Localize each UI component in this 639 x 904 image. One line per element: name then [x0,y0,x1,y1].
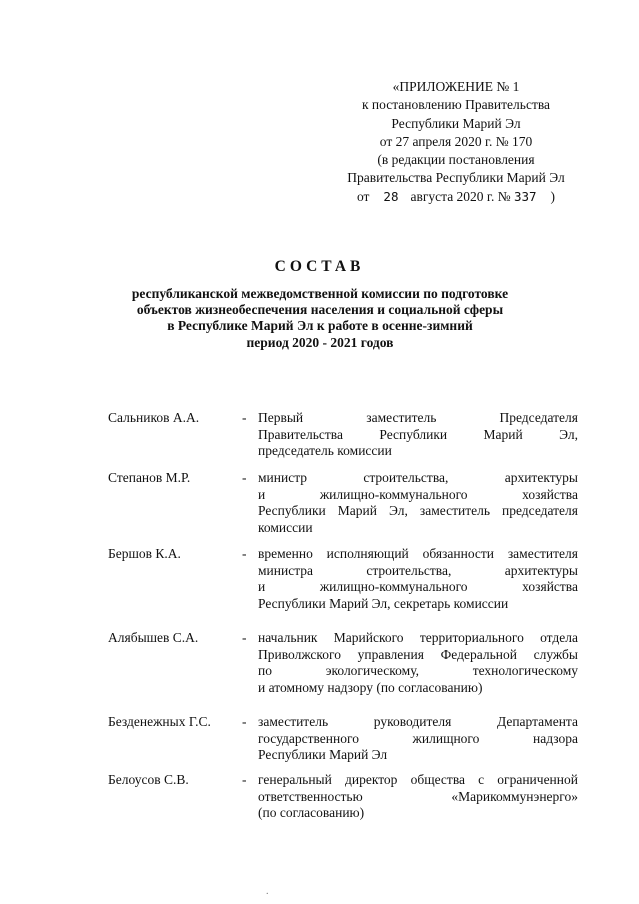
member-position [258,630,578,696]
appendix-line: (в редакции постановления [377,152,535,168]
date-suffix: ) [550,188,556,204]
subtitle-line: республиканской межведомственной комиссии по подготовке [131,286,509,301]
appendix-line: «ПРИЛОЖЕНИЕ № 1 [392,79,520,94]
position-line: генеральный директор общества с ограниченной [258,772,578,787]
member-name: Алябышев С.А. [108,630,199,645]
dash-separator: - [242,410,247,425]
appendix-date-line [320,188,592,206]
position-line: по экологическому, технологическому [258,663,578,678]
position-line: министра строительства, архитектуры [258,562,578,578]
position-line: государственного жилищного надзора [258,730,578,746]
position-line: (по согласованию) [258,805,365,820]
document-title: СОСТАВ [274,258,365,275]
member-position [258,546,578,612]
dash-separator: - [242,772,247,787]
member-position [258,410,578,460]
appendix-block [320,78,592,206]
footer-mark: . [266,886,269,897]
position-line: и жилищно-коммунального хозяйства [258,486,578,502]
position-line: председатель комиссии [258,443,392,458]
member-name: Степанов М.Р. [108,470,191,485]
dash-separator: - [242,630,247,645]
member-name: Безденежных Г.С. [108,714,211,729]
dash-separator: - [242,546,247,561]
member-name: Бершов К.А. [108,546,181,561]
dash-separator: - [242,470,247,485]
appendix-line: к постановлению Правительства [361,97,551,113]
position-line: и жилищно-коммунального хозяйства [258,579,578,594]
appendix-line: Республики Марий Эл [391,115,521,131]
member-position [258,772,578,822]
subtitle-line: период 2020 - 2021 годов [246,334,394,350]
position-line: и атомному надзору (по согласованию) [258,679,483,695]
position-line: комиссии [258,519,313,535]
subtitle-line: в Республике Марий Эл к работе в осенне-зимний [167,318,473,334]
member-name: Сальников А.А. [108,410,200,425]
subtitle-line: объектов жизнеобеспечения населения и социальной сферы [136,302,504,318]
member-name: Белоусов С.В. [108,772,189,787]
appendix-line: Правительства Республики Марий Эл [347,170,565,186]
decree-number: 337 [513,188,537,204]
member-position [258,714,578,764]
date-day: 28 [383,188,399,204]
position-line: Правительства Республики Марий Эл, [258,426,578,442]
position-line: Первый заместитель Председателя [258,410,578,425]
position-line: временно исполняющий обязанности заместителя [258,546,578,561]
position-line: Приволжского управления Федеральной службы [258,646,578,662]
dash-separator: - [242,714,247,729]
member-position [258,470,578,536]
position-line: Республики Марий Эл, заместитель председателя [258,503,578,518]
date-prefix: от [356,188,370,204]
position-line: министр строительства, архитектуры [258,470,578,485]
document-subtitle [120,286,520,351]
position-line: начальник Марийского территориального отдела [258,630,578,645]
appendix-line: от 27 апреля 2020 г. № 170 [379,133,533,149]
date-middle: августа 2020 г. № [410,188,511,204]
position-line: Республики Марий Эл [258,747,388,762]
position-line: Республики Марий Эл, секретарь комиссии [258,595,509,611]
position-line: заместитель руководителя Департамента [258,714,578,729]
position-line: ответственностью «Марикоммунэнерго» [258,788,578,804]
